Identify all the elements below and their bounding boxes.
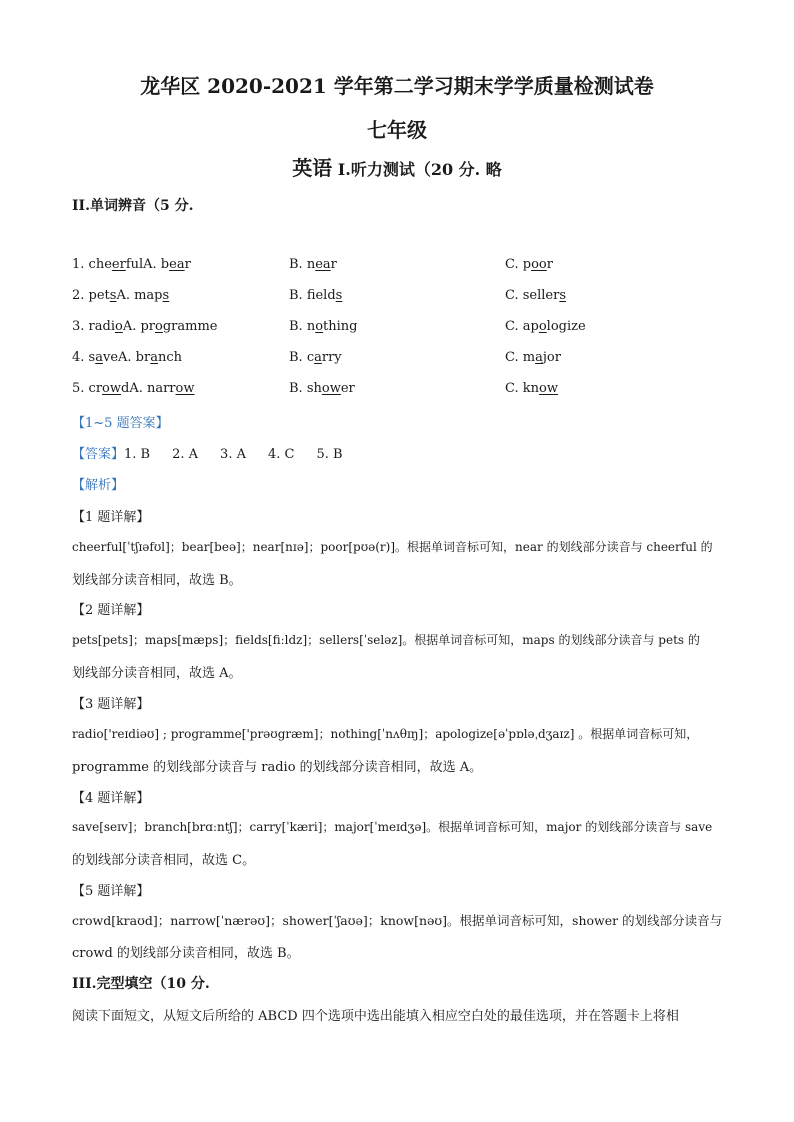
answer-4: 4. C <box>267 447 295 462</box>
detail-1-line1: cheerful[ˈtʃɪəfʊl]；bear[beə]；near[nɪə]；poor[pʊə(r)]。根据单词音标可知，near 的划线部分读音与 cheerful 的 <box>72 540 713 554</box>
answer-line <box>72 443 365 462</box>
q2-option-b: B. fields <box>289 288 343 303</box>
q5-option-c: C. know <box>505 381 558 396</box>
q4-option-b: B. carry <box>289 350 342 365</box>
detail-3-line1: radio['reɪdiəʊ] ; programme['prəʊgræm]；nothing[ˈnʌθɪŋ]；apologize[əˈpɒləˌdʒaɪz] 。根据单词音标可知， <box>72 727 699 741</box>
q2-option-c: C. sellers <box>505 288 567 303</box>
q5-stem: 5. crowdA. narrow <box>72 381 195 396</box>
answer-1: 1. B <box>124 447 151 462</box>
detail-1-line2: 划线部分读音相同，故选 B。 <box>72 573 242 588</box>
q4-stem: 4. saveA. branch <box>72 350 183 365</box>
detail-5-line2: crowd 的划线部分读音相同，故选 B。 <box>72 946 300 961</box>
section1-heading: I.听力测试（20 分. 略 <box>332 160 502 179</box>
answer-label: 【答案】 <box>72 447 125 462</box>
q1-option-b: B. near <box>289 257 337 272</box>
section3-intro: 阅读下面短文，从短文后所给的 ABCD 四个选项中选出能填入相应空白处的最佳选项，并在答题卡上将相 <box>72 1009 679 1024</box>
subject-title: 英语 <box>292 156 333 180</box>
answer-3: 3. A <box>220 447 246 462</box>
detail-2-line2: 划线部分读音相同，故选 A。 <box>72 666 242 681</box>
detail-4-line2: 的划线部分读音相同，故选 C。 <box>72 853 256 868</box>
detail-4-title: 【4 题详解】 <box>72 791 150 806</box>
detail-3-title: 【3 题详解】 <box>72 697 150 712</box>
section3-heading: III.完型填空（10 分. <box>72 976 210 992</box>
detail-2-title: 【2 题详解】 <box>72 603 150 618</box>
q3-option-b: B. nothing <box>289 319 358 334</box>
detail-3-line2: programme 的划线部分读音与 radio 的划线部分读音相同，故选 A。 <box>72 760 483 775</box>
exam-title: 龙华区 2020-2021 学年第二学习期末学学质量检测试卷 <box>140 74 654 98</box>
detail-5-line1: crowd[kraʊd]；narrow[ˈnærəʊ]；shower[ˈʃaʊə]；know[nəʊ]。根据单词音标可知，shower 的划线部分读音与 <box>72 913 723 928</box>
section2-heading: II.单词辨音（5 分. <box>72 198 194 214</box>
detail-2-line1: pets[pets]；maps[mæps]；fields[fiːldz]；sellers[ˈseləz]。根据单词音标可知，maps 的划线部分读音与 pets 的 <box>72 633 700 647</box>
q4-option-c: C. major <box>505 350 561 365</box>
q1-stem: 1. cheerfulA. bear <box>72 257 191 272</box>
subject-line <box>0 152 794 181</box>
detail-1-title: 【1 题详解】 <box>72 510 150 525</box>
answer-2: 2. A <box>172 447 199 462</box>
detail-5-title: 【5 题详解】 <box>72 884 150 899</box>
q1-option-c: C. poor <box>505 257 553 272</box>
answer-5: 5. B <box>316 447 343 462</box>
grade-title: 七年级 <box>367 118 427 142</box>
q5-option-b: B. shower <box>289 381 355 396</box>
analysis-label: 【解析】 <box>72 478 125 493</box>
q3-option-c: C. apologize <box>505 319 586 334</box>
q3-stem: 3. radioA. programme <box>72 319 218 334</box>
detail-4-line1: save[seɪv]；branch[brɑːntʃ]；carry[ˈkæri]；major[ˈmeɪdʒə]。根据单词音标可知，major 的划线部分读音与 save <box>72 820 713 834</box>
q2-stem: 2. petsA. maps <box>72 288 170 303</box>
answer-header: 【1~5 题答案】 <box>72 416 169 431</box>
